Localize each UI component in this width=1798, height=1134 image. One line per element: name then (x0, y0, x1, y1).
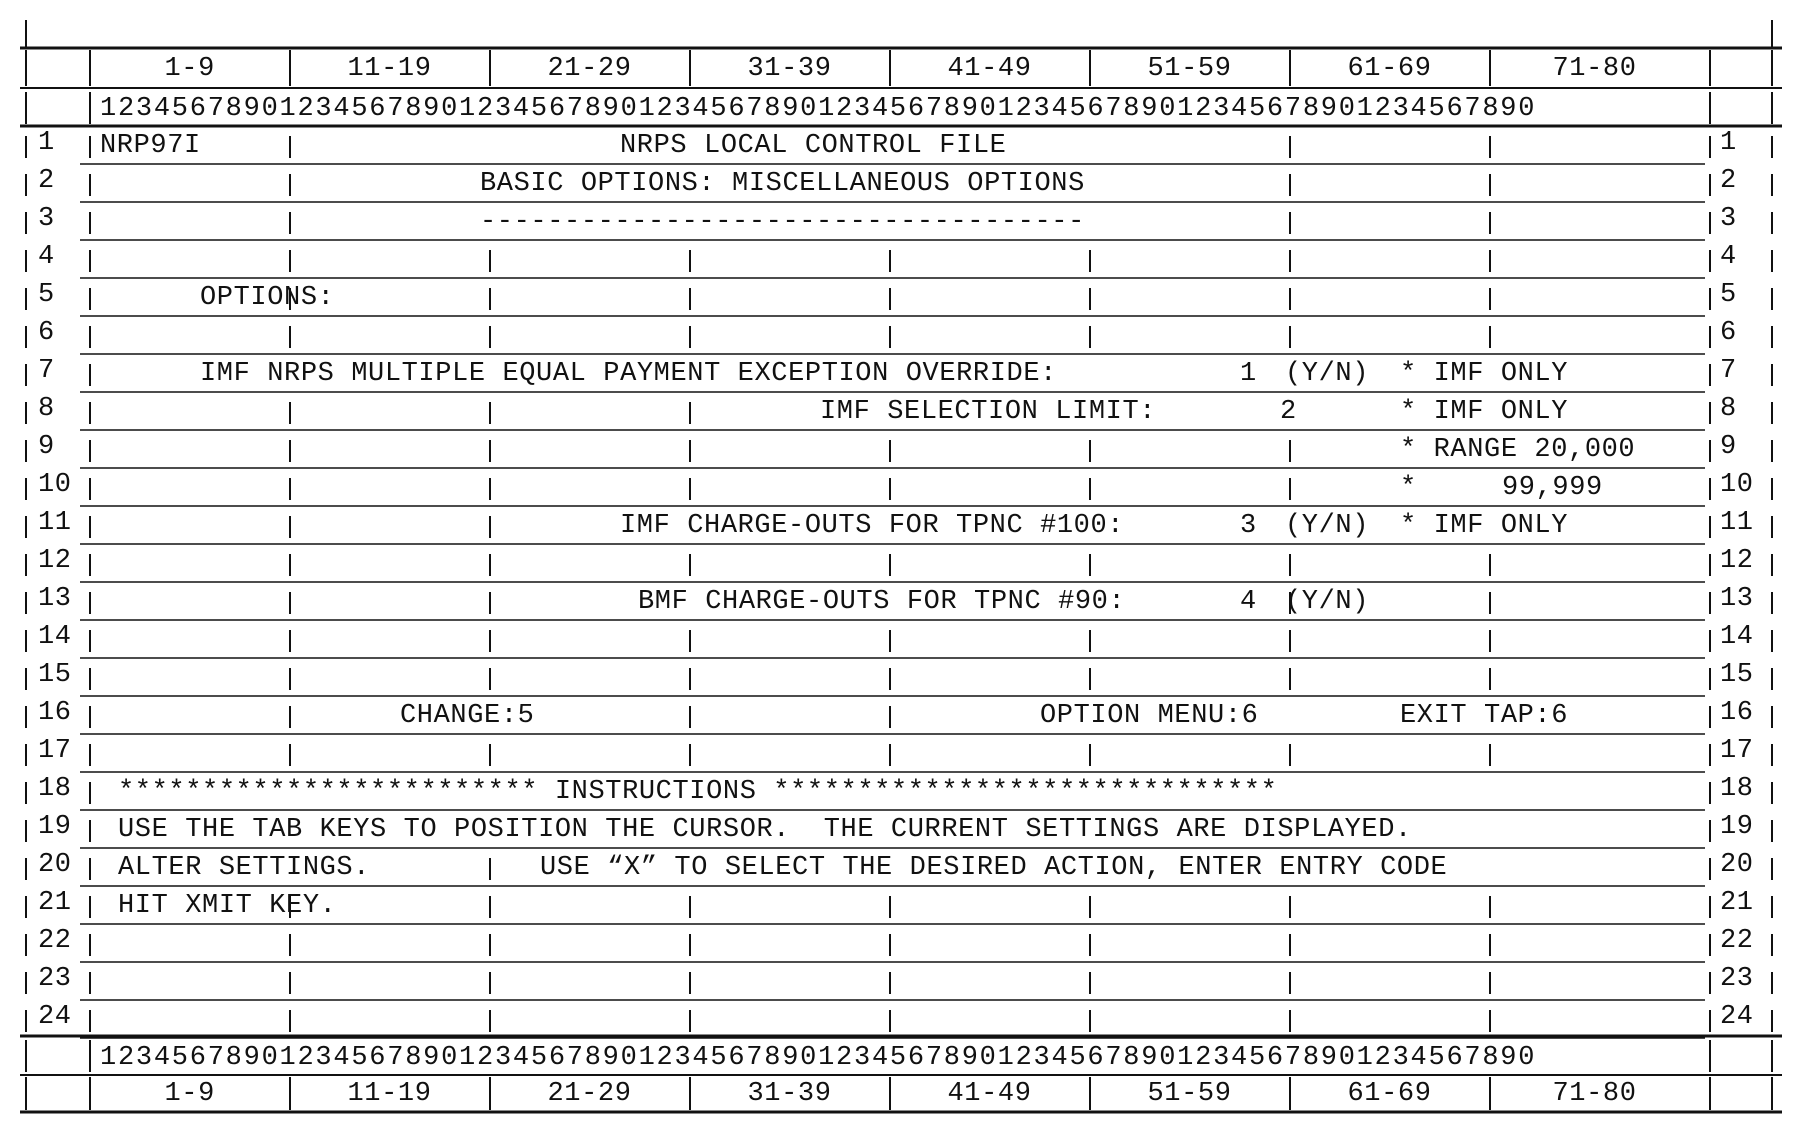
bottom-column-group-label: 41-49 (947, 1079, 1032, 1109)
row-number-left: 2 (38, 166, 55, 196)
row-number-right: 7 (1720, 356, 1737, 386)
top-column-group-label: 41-49 (947, 54, 1032, 84)
row-number-right: 17 (1720, 736, 1754, 766)
instructions-line-1: USE THE TAB KEYS TO POSITION THE CURSOR. THE CURRENT SETTINGS ARE DISPLAYED. (118, 815, 1412, 845)
field-value-tpnc-100[interactable]: 3 (1240, 511, 1257, 541)
row-number-left: 11 (38, 508, 72, 538)
column-ruler-bottom: 12345678901234567890123456789012345678901234567890123456789012345678901234567890 (100, 1043, 1537, 1073)
field-value-multiple-payment-override[interactable]: 1 (1240, 359, 1257, 389)
field-note-selection-limit: * IMF ONLY (1400, 397, 1569, 427)
row-number-right: 18 (1720, 774, 1754, 804)
row-number-left: 6 (38, 318, 55, 348)
range-note-star: * (1400, 473, 1417, 503)
row-number-right: 8 (1720, 394, 1737, 424)
row-number-right: 12 (1720, 546, 1754, 576)
row-number-left: 8 (38, 394, 55, 424)
row-number-left: 9 (38, 432, 55, 462)
row-number-left: 16 (38, 698, 72, 728)
row-number-left: 4 (38, 242, 55, 272)
field-note-multiple-payment-override: * IMF ONLY (1400, 359, 1569, 389)
row-number-right: 11 (1720, 508, 1754, 538)
field-value-tpnc-90[interactable]: 4 (1240, 587, 1257, 617)
row-number-right: 3 (1720, 204, 1737, 234)
row-number-right: 4 (1720, 242, 1737, 272)
row-number-left: 20 (38, 850, 72, 880)
field-label-tpnc-90: BMF CHARGE-OUTS FOR TPNC #90: (638, 587, 1126, 617)
row-number-right: 6 (1720, 318, 1737, 348)
top-column-group-label: 21-29 (547, 54, 632, 84)
row-number-right: 21 (1720, 888, 1754, 918)
row-number-right: 13 (1720, 584, 1754, 614)
bottom-column-group-label: 51-59 (1147, 1079, 1232, 1109)
row-number-left: 15 (38, 660, 72, 690)
row-number-left: 24 (38, 1002, 72, 1032)
column-ruler-top: 12345678901234567890123456789012345678901234567890123456789012345678901234567890 (100, 94, 1537, 124)
top-column-group-label: 51-59 (1147, 54, 1232, 84)
row-number-right: 24 (1720, 1002, 1754, 1032)
row-number-left: 17 (38, 736, 72, 766)
screen-subtitle: BASIC OPTIONS: MISCELLANEOUS OPTIONS (480, 169, 1085, 199)
instructions-line-2b: USE “X” TO SELECT THE DESIRED ACTION, ENTER ENTRY CODE (540, 853, 1448, 883)
top-column-group-label: 71-80 (1552, 54, 1637, 84)
row-number-left: 22 (38, 926, 72, 956)
row-number-right: 22 (1720, 926, 1754, 956)
row-number-right: 20 (1720, 850, 1754, 880)
row-number-right: 1 (1720, 128, 1737, 158)
title-underline: ------------------------------------ (480, 207, 1085, 237)
field-format-tpnc-100: (Y/N) (1285, 511, 1370, 541)
row-number-left: 13 (38, 584, 72, 614)
row-number-left: 19 (38, 812, 72, 842)
instructions-line-3: HIT XMIT KEY. (118, 891, 337, 921)
screen-title: NRPS LOCAL CONTROL FILE (620, 131, 1007, 161)
bottom-column-group-label: 1-9 (164, 1079, 215, 1109)
top-column-group-label: 11-19 (347, 54, 432, 84)
row-number-right: 23 (1720, 964, 1754, 994)
exit-tap-action[interactable]: EXIT TAP:6 (1400, 701, 1569, 731)
options-label: OPTIONS: (200, 283, 335, 313)
change-action[interactable]: CHANGE:5 (400, 701, 535, 731)
screen-id: NRP97I (100, 131, 201, 161)
row-number-right: 10 (1720, 470, 1754, 500)
field-note-tpnc-100: * IMF ONLY (1400, 511, 1569, 541)
row-number-right: 2 (1720, 166, 1737, 196)
field-value-selection-limit[interactable]: 2 (1280, 397, 1297, 427)
field-label-multiple-payment-override: IMF NRPS MULTIPLE EQUAL PAYMENT EXCEPTION OVERRIDE: (200, 359, 1057, 389)
field-format-tpnc-90: (Y/N) (1285, 587, 1370, 617)
bottom-column-group-label: 31-39 (747, 1079, 832, 1109)
row-number-left: 21 (38, 888, 72, 918)
range-note-max: 99,999 (1502, 473, 1603, 503)
row-number-right: 15 (1720, 660, 1754, 690)
row-number-right: 16 (1720, 698, 1754, 728)
row-number-left: 3 (38, 204, 55, 234)
row-number-right: 5 (1720, 280, 1737, 310)
bottom-column-group-label: 61-69 (1347, 1079, 1432, 1109)
row-number-left: 14 (38, 622, 72, 652)
row-number-left: 23 (38, 964, 72, 994)
bottom-column-group-label: 11-19 (347, 1079, 432, 1109)
range-note: * RANGE 20,000 (1400, 435, 1636, 465)
row-number-left: 7 (38, 356, 55, 386)
row-number-left: 18 (38, 774, 72, 804)
option-menu-action[interactable]: OPTION MENU:6 (1040, 701, 1259, 731)
bottom-column-group-label: 21-29 (547, 1079, 632, 1109)
row-number-left: 12 (38, 546, 72, 576)
field-format-multiple-payment-override: (Y/N) (1285, 359, 1370, 389)
row-number-left: 1 (38, 128, 55, 158)
row-number-right: 19 (1720, 812, 1754, 842)
row-number-left: 10 (38, 470, 72, 500)
top-column-group-label: 1-9 (164, 54, 215, 84)
instructions-line-2a: ALTER SETTINGS. (118, 853, 371, 883)
instructions-heading: ************************* INSTRUCTIONS ****************************** (118, 777, 1278, 807)
row-number-left: 5 (38, 280, 55, 310)
row-number-right: 9 (1720, 432, 1737, 462)
row-number-right: 14 (1720, 622, 1754, 652)
bottom-column-group-label: 71-80 (1552, 1079, 1637, 1109)
field-label-tpnc-100: IMF CHARGE-OUTS FOR TPNC #100: (620, 511, 1125, 541)
top-column-group-label: 31-39 (747, 54, 832, 84)
field-label-selection-limit: IMF SELECTION LIMIT: (820, 397, 1157, 427)
top-column-group-label: 61-69 (1347, 54, 1432, 84)
